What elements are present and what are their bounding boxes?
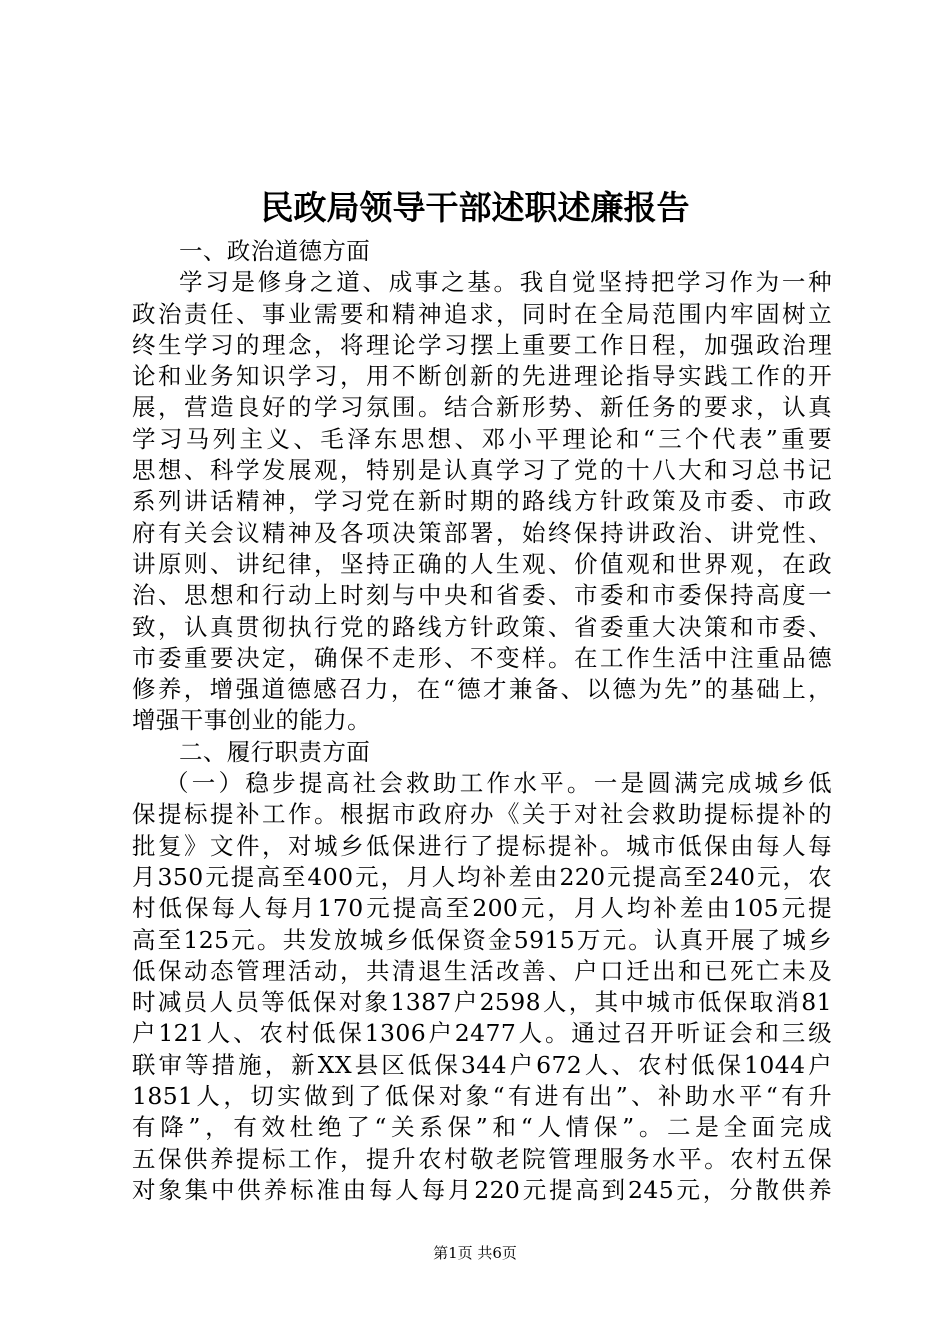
paragraph-line: 村低保每人每月170元提高至200元，月人均补差由105元提	[132, 894, 832, 923]
paragraph-line: 增强干事创业的能力。	[132, 706, 371, 735]
paragraph-line: 1851人，切实做到了低保对象“有进有出”、补助水平“有升	[132, 1082, 832, 1111]
paragraph-line: 联审等措施，新XX县区低保344户672人、农村低保1044户	[132, 1050, 832, 1079]
paragraph-line: 批复》文件，对城乡低保进行了提标提补。城市低保由每人每	[132, 831, 832, 860]
paragraph-line: 保提标提补工作。根据市政府办《关于对社会救助提标提补的	[132, 800, 832, 829]
paragraph-line: 府有关会议精神及各项决策部署，始终保持讲政治、讲党性、	[132, 518, 832, 547]
paragraph-line: 时减员人员等低保对象1387户2598人，其中城市低保取消81	[132, 988, 832, 1017]
paragraph-line: 致，认真贯彻执行党的路线方针政策、省委重大决策和市委、	[132, 612, 832, 641]
paragraph-line: 展，营造良好的学习氛围。结合新形势、新任务的要求，认真	[132, 393, 832, 422]
paragraph-line: 学习马列主义、毛泽东思想、邓小平理论和“三个代表”重要	[132, 424, 832, 453]
document-body	[132, 236, 832, 1206]
document-title: 民政局领导干部述职述廉报告	[260, 188, 690, 227]
section-heading-politics: 一、政治道德方面	[179, 237, 371, 265]
page-number-footer: 第1页 共6页	[433, 1244, 517, 1262]
paragraph-line: 市委重要决定，确保不走形、不变样。在工作生活中注重品德	[132, 643, 832, 672]
paragraph-line: 五保供养提标工作，提升农村敬老院管理服务水平。农村五保	[132, 1144, 832, 1173]
paragraph-line: （一）稳步提高社会救助工作水平。一是圆满完成城乡低	[165, 769, 832, 798]
paragraph-line: 思想、科学发展观，特别是认真学习了党的十八大和习总书记	[132, 456, 832, 485]
paragraph-line: 对象集中供养标准由每人每月220元提高到245元，分散供养	[132, 1175, 832, 1204]
paragraph-line: 低保动态管理活动，共清退生活改善、户口迁出和已死亡未及	[132, 956, 832, 985]
paragraph-line: 高至125元。共发放城乡低保资金5915万元。认真开展了城乡	[132, 925, 832, 954]
paragraph-line: 讲原则、讲纪律，坚持正确的人生观、价值观和世界观，在政	[132, 549, 832, 578]
paragraph-line: 月350元提高至400元，月人均补差由220元提高至240元，农	[132, 862, 832, 891]
paragraph-line: 有降”，有效杜绝了“关系保”和“人情保”。二是全面完成	[132, 1113, 832, 1142]
paragraph-line: 政治责任、事业需要和精神追求，同时在全局范围内牢固树立	[132, 299, 832, 328]
section-heading-duties: 二、履行职责方面	[179, 737, 371, 766]
paragraph-line: 修养，增强道德感召力，在“德才兼备、以德为先”的基础上，	[132, 675, 832, 704]
paragraph-line: 学习是修身之道、成事之基。我自觉坚持把学习作为一种	[179, 268, 832, 297]
paragraph-line: 户121人、农村低保1306户2477人。通过召开听证会和三级	[132, 1019, 832, 1048]
paragraph-line: 终生学习的理念，将理论学习摆上重要工作日程，加强政治理	[132, 330, 832, 359]
paragraph-line: 论和业务知识学习，用不断创新的先进理论指导实践工作的开	[132, 362, 832, 391]
paragraph-line: 系列讲话精神，学习党在新时期的路线方针政策及市委、市政	[132, 487, 832, 516]
paragraph-line: 治、思想和行动上时刻与中央和省委、市委和市委保持高度一	[132, 581, 832, 610]
